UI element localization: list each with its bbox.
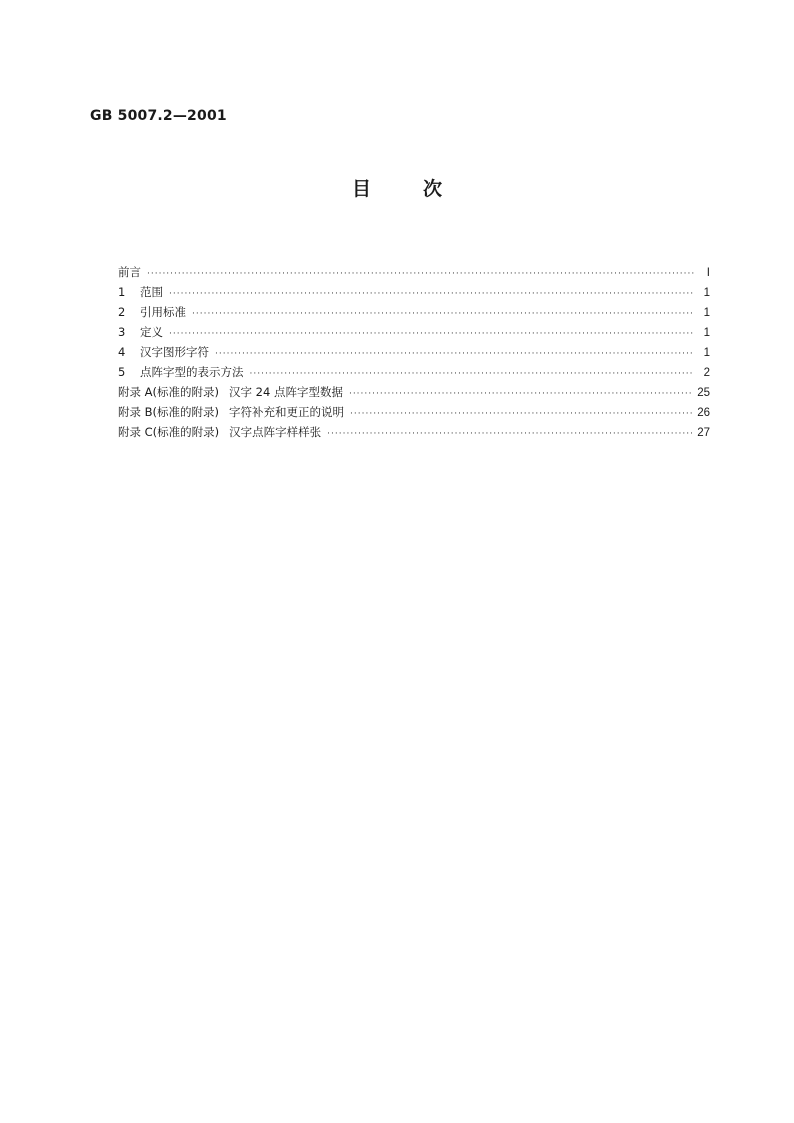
- toc-leader-dots: [169, 324, 694, 344]
- toc-entry-label: 3 定义: [118, 325, 163, 339]
- toc-entry-label: 5 点阵字型的表示方法: [118, 365, 244, 379]
- toc-entry-appendix-c[interactable]: [118, 422, 710, 442]
- toc-leader-dots: [147, 264, 694, 284]
- toc-leader-dots: [169, 284, 694, 304]
- toc-page-number: 26: [697, 407, 710, 419]
- toc-entry-label: 附录 A(标准的附录) 汉字 24 点阵字型数据: [118, 385, 343, 399]
- toc-leader-dots: [349, 384, 693, 404]
- toc-entry-foreword[interactable]: [118, 262, 710, 282]
- standard-number: GB 5007.2—2001: [90, 108, 227, 124]
- toc-entry-graphic-characters[interactable]: [118, 342, 710, 362]
- page-title: [0, 174, 794, 201]
- toc-entry-dot-matrix-representation[interactable]: [118, 362, 710, 382]
- toc-entry-label: 4 汉字图形字符: [118, 345, 209, 359]
- toc-entry-appendix-a[interactable]: [118, 382, 710, 402]
- toc-page-number: 25: [697, 387, 710, 399]
- title-char-right: 次: [423, 178, 443, 200]
- toc-entry-label: 1 范围: [118, 285, 163, 299]
- toc-leader-dots: [215, 344, 694, 364]
- toc-entry-label: 附录 B(标准的附录) 字符补充和更正的说明: [118, 405, 345, 419]
- toc-page-number: 1: [703, 287, 710, 299]
- toc-entry-appendix-b[interactable]: [118, 402, 710, 422]
- toc-entry-label: 前言: [118, 265, 141, 279]
- toc-leader-dots: [327, 424, 693, 444]
- toc-entry-label: 附录 C(标准的附录) 汉字点阵字样样张: [118, 425, 322, 439]
- title-char-left: 目: [351, 178, 371, 200]
- toc-page-number: I: [706, 267, 710, 279]
- toc-entry-normative-references[interactable]: [118, 302, 710, 322]
- toc-entry-label: 2 引用标准: [118, 305, 186, 319]
- toc-page-number: 1: [703, 347, 710, 359]
- toc-leader-dots: [350, 404, 693, 424]
- toc-page-number: 1: [703, 327, 710, 339]
- table-of-contents: [118, 262, 710, 442]
- toc-leader-dots: [192, 304, 694, 324]
- toc-entry-definitions[interactable]: [118, 322, 710, 342]
- toc-entry-scope[interactable]: [118, 282, 710, 302]
- toc-page-number: 1: [703, 307, 710, 319]
- toc-page-number: 27: [697, 427, 710, 439]
- toc-leader-dots: [250, 364, 695, 384]
- toc-page-number: 2: [703, 367, 710, 379]
